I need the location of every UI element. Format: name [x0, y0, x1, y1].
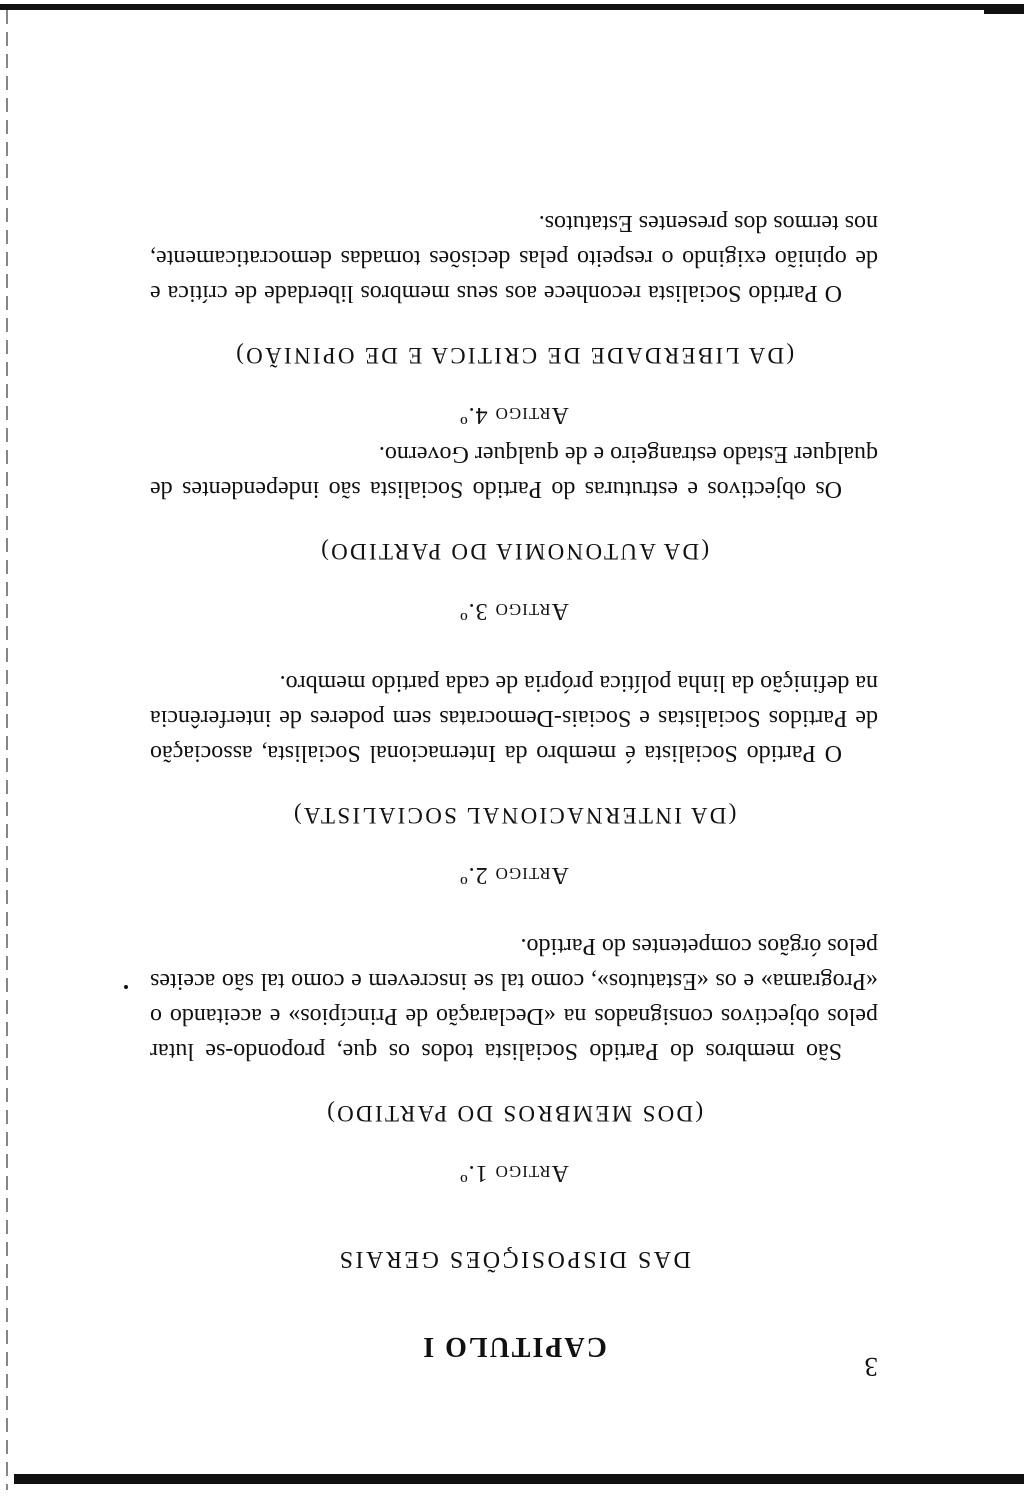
article-subtitle: (DA INTERNACIONAL SOCIALISTA) [291, 803, 737, 828]
chapter-heading: CAPITULO I [421, 1331, 607, 1362]
article-subtitle: (DA LIBERDADE DE CRITICA E DE OPINIÃO) [233, 343, 795, 368]
scan-border-bottom [14, 1474, 1024, 1484]
scan-border-top [0, 4, 1024, 10]
article-body: São membros do Partido Socialista todos os que, propondo-se lutar pelos objectivos consignados na «Declaração de Princípios» e aceitando o «Programa» e os «Estatutos», como tal se inscrevem e como tal são aceites pelos órgãos competentes do Partido. [150, 933, 878, 1064]
article-body: Os objectivos e estruturas do Partido Socialista são independentes de qualquer Estado estrangeiro e de qualquer Governo. [150, 441, 878, 502]
article-label: Artigo 2.º [459, 862, 569, 888]
article-body: O Partido Socialista é membro da Internacional Socialista, associação de Partidos Socialistas e Sociais-Democratas sem poderes de interferência na definição da linha política própria de cada partido membro. [150, 670, 878, 766]
scan-border-left [6, 10, 8, 1490]
article-subtitle: (DOS MEMBROS DO PARTIDO) [324, 1101, 704, 1126]
article-1 [150, 928, 878, 1186]
article-subtitle: (DA AUTONOMIA DO PARTIDO) [318, 539, 710, 564]
scan-border-corner [984, 8, 1024, 14]
article-2 [150, 665, 878, 888]
article-4 [150, 205, 878, 428]
article-label: Artigo 3.º [459, 598, 569, 624]
article-label: Artigo 4.º [459, 402, 569, 428]
page-number: 3 [864, 1352, 878, 1382]
article-label: Artigo 1.º [459, 1160, 569, 1186]
document-page [150, 112, 878, 1382]
section-heading: DAS DISPOSIÇÕES GERAIS [337, 1246, 691, 1272]
article-3 [150, 436, 878, 624]
scan-speck [124, 985, 128, 989]
article-body: O Partido Socialista reconhece aos seus membros liberdade de crítica e de opinião exigindo o respeito pelas decisões tomadas democraticamente, nos termos dos presentes Estatutos. [150, 210, 878, 306]
